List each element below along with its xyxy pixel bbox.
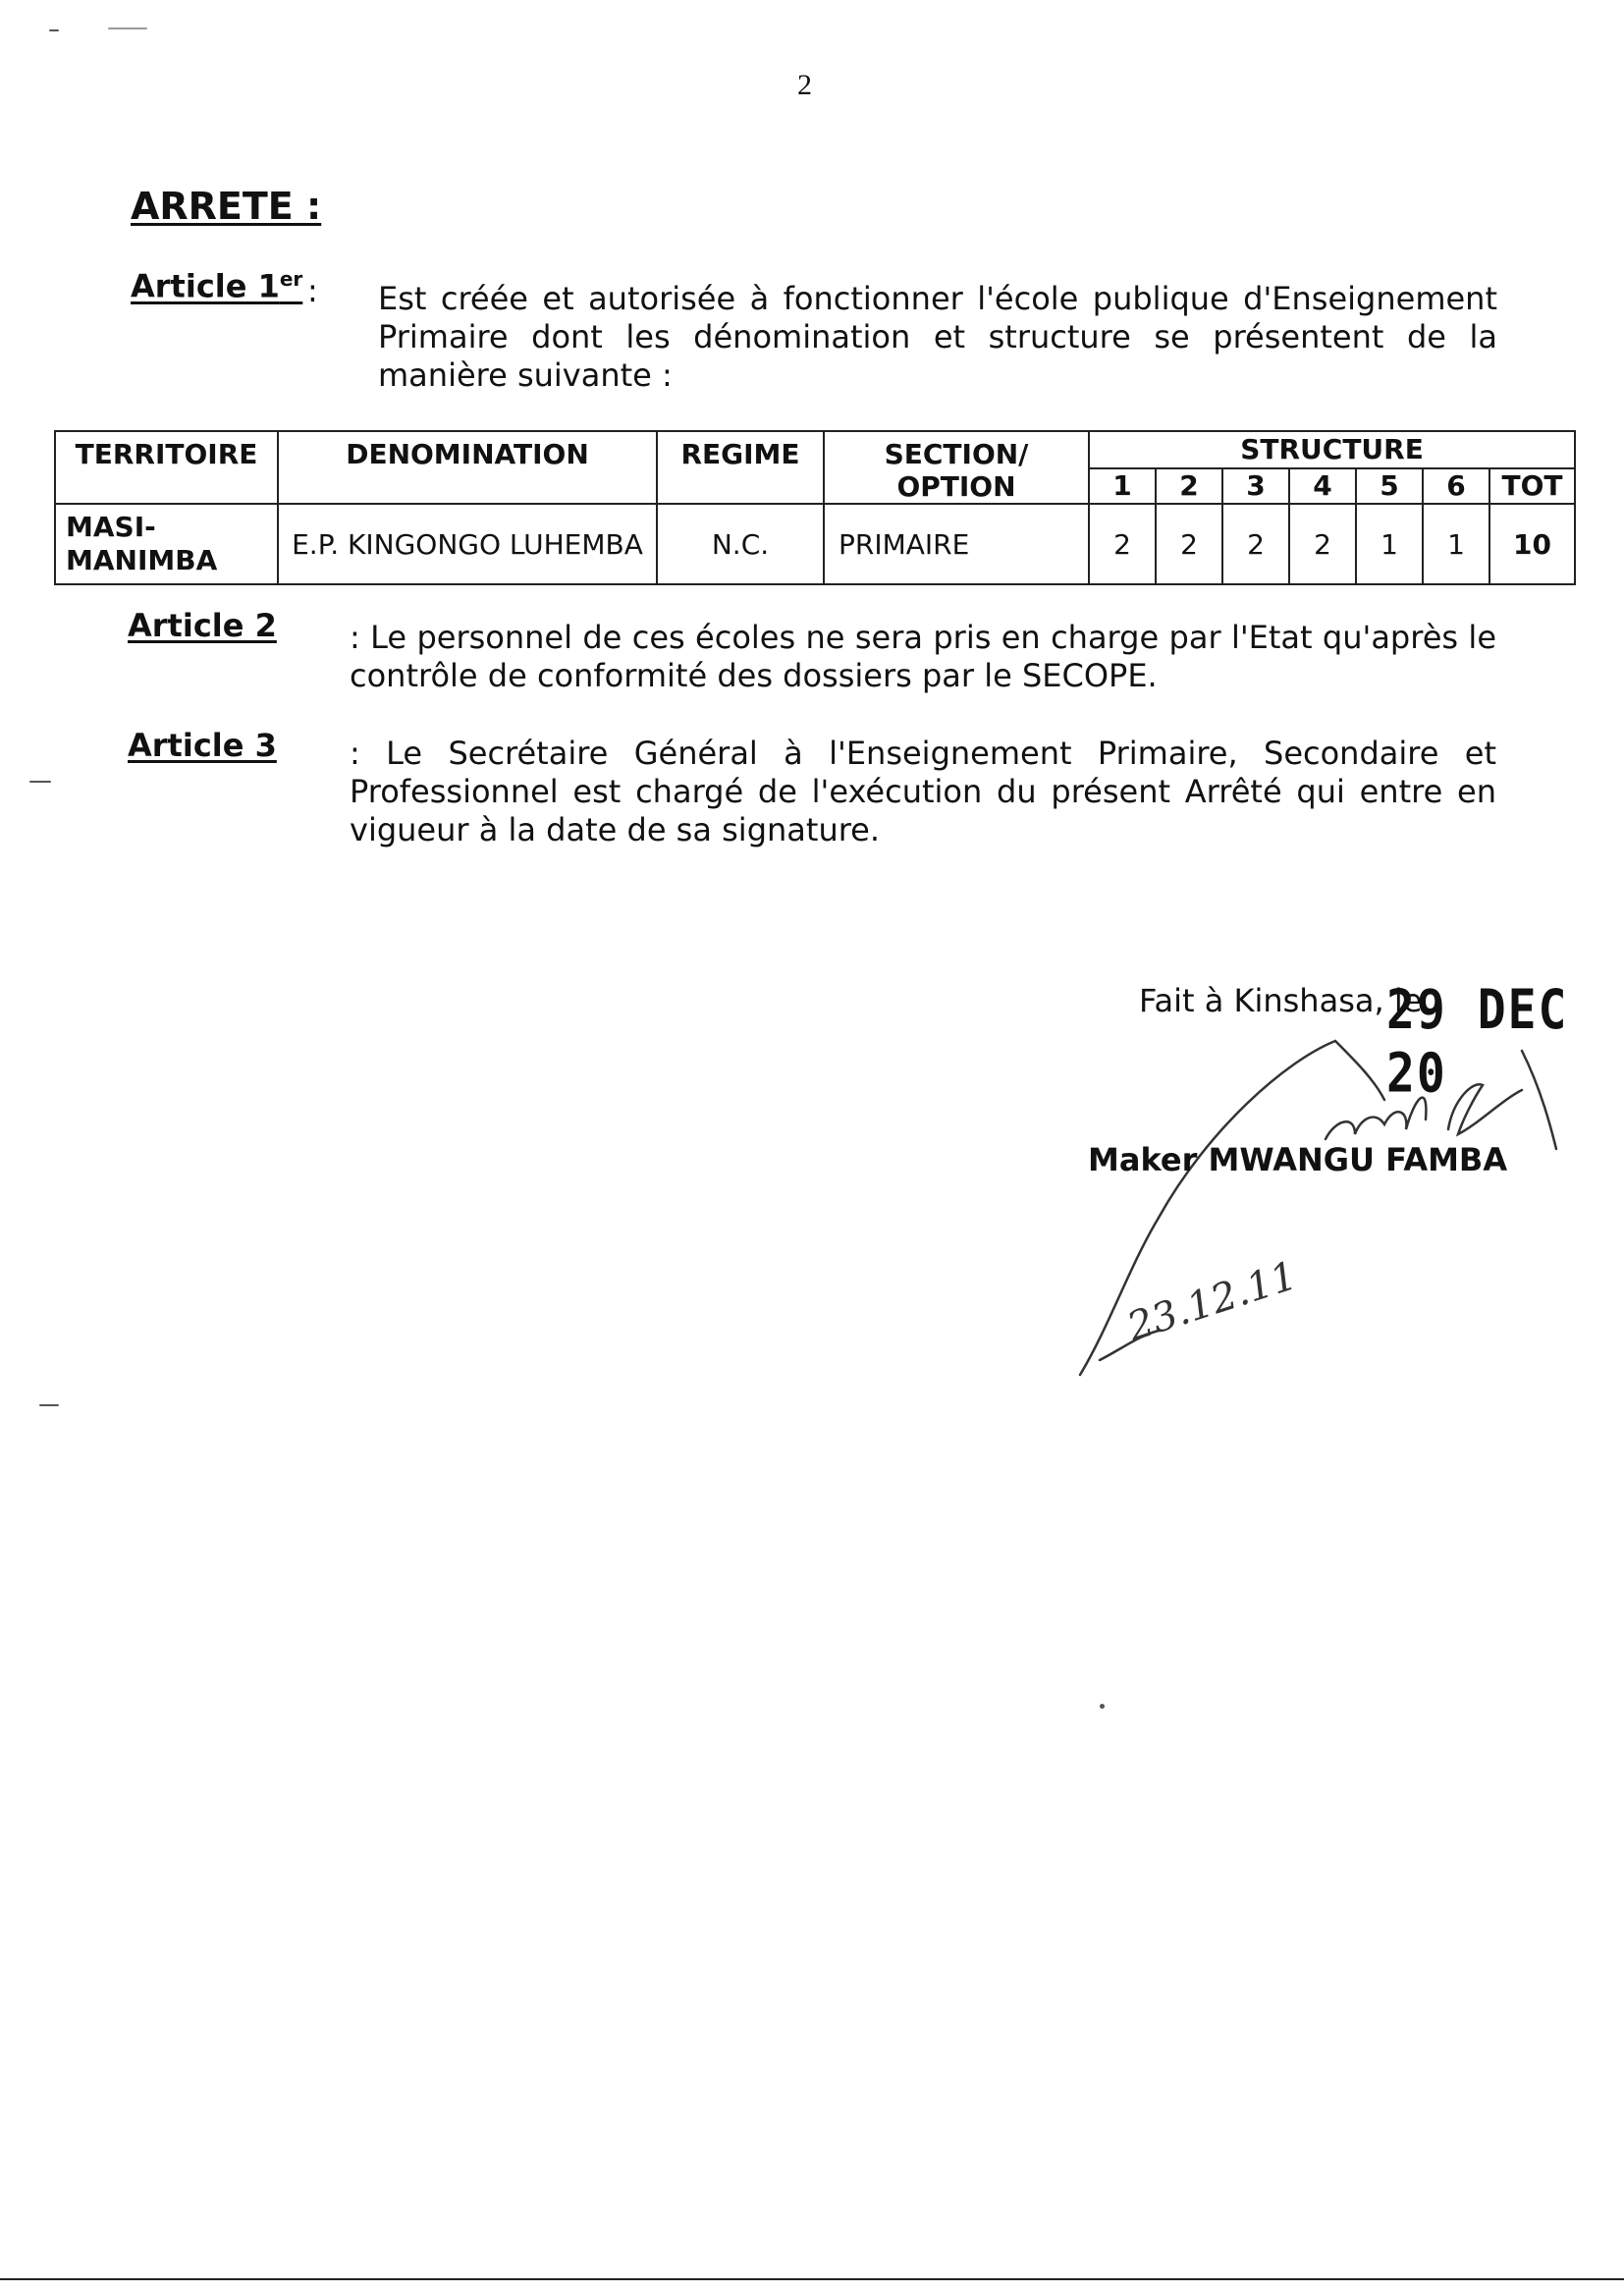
cell-regime: N.C. [657, 504, 824, 584]
scan-speck [108, 27, 147, 29]
header-denomination: DENOMINATION [278, 431, 657, 504]
decree-heading: ARRETE : [131, 185, 322, 228]
scan-speck [39, 1404, 59, 1406]
header-section-option: SECTION/ OPTION [824, 431, 1089, 504]
scan-speck [1100, 1704, 1105, 1709]
article-3-text: : Le Secrétaire Général à l'Enseignement Primaire, Secondaire et Professionnel est chargé de l'exécution du présent Arrêté qui entre en vigueur à la date de sa signature. [350, 735, 1496, 848]
page-number: 2 [797, 69, 812, 101]
article-2-label: Article 2 [128, 607, 277, 644]
cell-structure-6: 1 [1423, 504, 1489, 584]
header-regime: REGIME [657, 431, 824, 504]
cell-denomination: E.P. KINGONGO LUHEMBA [278, 504, 657, 584]
signatory-name: Maker MWANGU FAMBA [1088, 1141, 1508, 1178]
article-2-text: : Le personnel de ces écoles ne sera pris en charge par l'Etat qu'après le contrôle de conformité des dossiers par le SECOPE. [350, 619, 1496, 694]
cell-structure-5: 1 [1356, 504, 1423, 584]
signature-place-line: Fait à Kinshasa, le [1139, 982, 1423, 1019]
article-3-label: Article 3 [128, 727, 277, 764]
header-structure-3: 3 [1222, 468, 1289, 504]
header-structure-4: 4 [1289, 468, 1356, 504]
header-structure: STRUCTURE [1089, 431, 1575, 468]
cell-structure-4: 2 [1289, 504, 1356, 584]
header-structure-6: 6 [1423, 468, 1489, 504]
article-1-label [131, 267, 302, 305]
cell-structure-2: 2 [1156, 504, 1222, 584]
date-stamp: 29 DEC 20 [1386, 978, 1569, 1106]
header-structure-1: 1 [1089, 468, 1156, 504]
cell-section: PRIMAIRE [824, 504, 1089, 584]
school-structure-table [54, 430, 1576, 585]
scan-speck [49, 29, 59, 31]
header-structure-5: 5 [1356, 468, 1423, 504]
table-header-row [55, 431, 1575, 468]
article-1-label-text: Article 1 [131, 267, 280, 305]
article-1-separator: : [307, 272, 318, 309]
header-structure-tot: TOT [1489, 468, 1575, 504]
article-1-text: Est créée et autorisée à fonctionner l'école publique d'Enseignement Primaire dont les dénomination et structure se présentent de la manière suivante : [378, 280, 1497, 394]
cell-structure-3: 2 [1222, 504, 1289, 584]
article-1-label-sup: er [279, 267, 303, 291]
cell-structure-tot: 10 [1489, 504, 1575, 584]
bottom-rule [0, 2278, 1624, 2280]
scan-speck [29, 781, 51, 783]
table-row [55, 504, 1575, 584]
handwritten-date: 23.12.11 [1121, 1253, 1303, 1350]
cell-territoire: MASI-MANIMBA [55, 504, 278, 584]
cell-structure-1: 2 [1089, 504, 1156, 584]
header-territoire: TERRITOIRE [55, 431, 278, 504]
header-structure-2: 2 [1156, 468, 1222, 504]
